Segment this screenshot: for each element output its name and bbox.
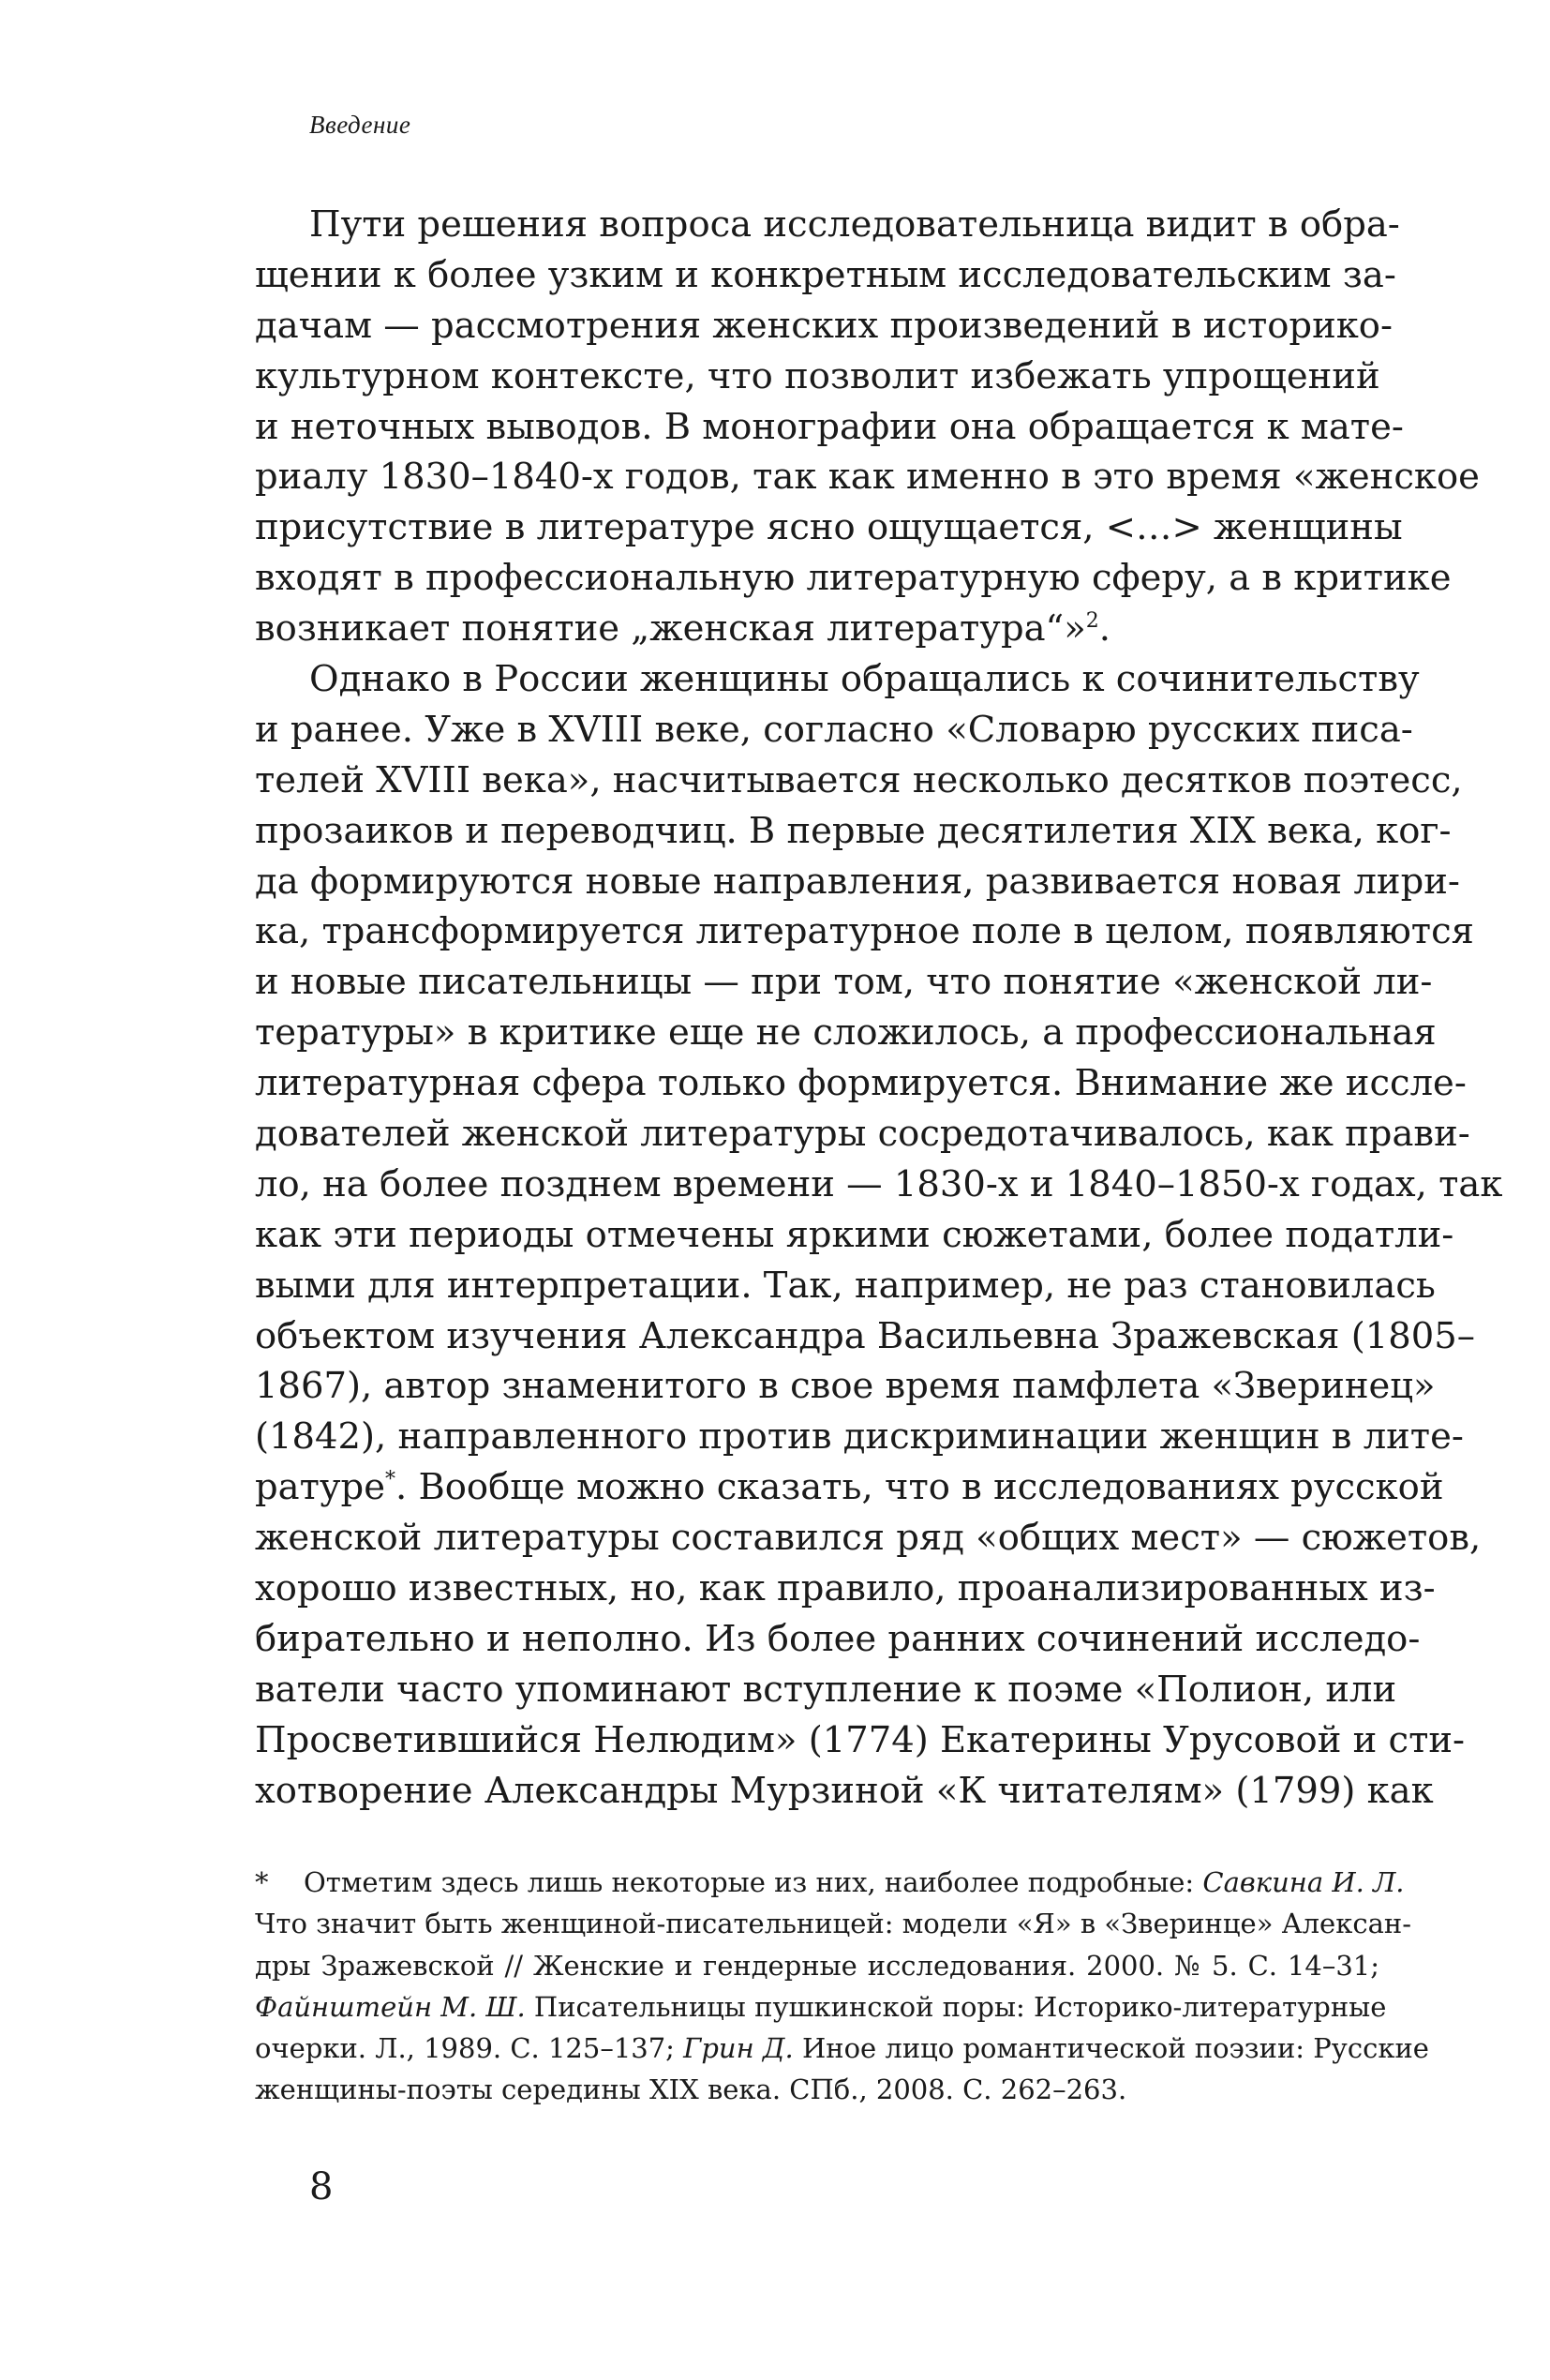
text-line: ка, трансформируется литературное поле в целом, появляются [255,910,1474,953]
text-line: тературы» в критике еще не сложилось, а профессиональная [255,1011,1437,1055]
text-line: щении к более узким и конкретным исследовательским за- [255,253,1396,296]
page-number: 8 [309,2165,334,2208]
running-head: Введение [309,111,411,139]
text-line: входят в профессиональную литературную сферу, а в критике [255,557,1452,600]
text-fragment: . [1098,607,1111,651]
text-line: культурном контексте, что позволит избежать упрощений [255,354,1380,397]
footnote-marker: * [255,1866,269,1898]
text-line: присутствие в литературе ясно ощущается, <…> женщины [255,506,1403,549]
footnote-line [255,1986,1387,2028]
main-text [255,200,1503,1817]
text-fragment: Иное лицо романтической поэзии: Русские [793,2032,1429,2065]
author-name: Савкина И. Л. [1202,1866,1405,1898]
note-reference[interactable]: 2 [1085,609,1099,634]
text-fragment: Отметим здесь лишь некоторые из них, наиболее подробные: [304,1866,1203,1898]
text-fragment: ратуре [255,1466,385,1509]
paragraph-1 [255,200,1480,654]
text-line: Однако в России женщины обращались к сочинительству [309,658,1420,701]
author-name: Файнштейн М. Ш. [255,1990,526,2023]
text-line: 1867), автор знаменитого в свое время памфлета «Зверинец» [255,1365,1436,1408]
text-line: дачам — рассмотрения женских произведений в историко- [255,304,1393,347]
text-fragment: возникает понятие „женская литература“» [255,607,1086,651]
footnote-line [255,1862,1405,1903]
footnote [255,1862,1429,2111]
text-line: телей XVIII века», насчитывается несколько десятков поэтесс, [255,758,1463,801]
footnote-line: Что значит быть женщиной-писательницей: модели «Я» в «Зверинце» Алексан- [255,1908,1411,1940]
text-line: как эти периоды отмечены яркими сюжетами, более податли- [255,1213,1454,1256]
text-line: бирательно и неполно. Из более ранних сочинений исследо- [255,1617,1421,1660]
author-name: Грин Д. [683,2032,794,2065]
text-line: Просветившийся Нелюдим» (1774) Екатерины Урусовой и сти- [255,1718,1466,1761]
text-line: и новые писательницы — при том, что понятие «женской ли- [255,961,1433,1004]
text-line: ло, на более позднем времени — 1830-х и 1840–1850-х годах, так [255,1162,1503,1205]
text-line: ватели часто упоминают вступление к поэме «Полион, или [255,1668,1397,1711]
text-line: дователей женской литературы сосредотачивалось, как прави- [255,1113,1470,1156]
text-line [255,1462,1444,1513]
footnote-reference[interactable]: * [384,1468,395,1492]
text-line: прозаиков и переводчиц. В первые десятилетия XIX века, ког- [255,809,1452,852]
text-line: да формируются новые направления, развивается новая лири- [255,860,1460,903]
text-line: литературная сфера только формируется. Внимание же иссле- [255,1062,1467,1105]
text-line: (1842), направленного против дискриминации женщин в лите- [255,1415,1464,1459]
text-line: хотворение Александры Мурзиной «К читателям» (1799) как [255,1769,1434,1812]
text-fragment: очерки. Л., 1989. С. 125–137; [255,2032,684,2065]
footnote-line [255,2028,1429,2069]
text-line: выми для интерпретации. Так, например, не раз становилась [255,1264,1436,1307]
paragraph-2 [255,654,1503,1816]
footnote-line: дры Зражевской // Женские и гендерные исследования. 2000. № 5. С. 14–31; [255,1949,1379,1982]
text-line: объектом изучения Александра Васильевна Зражевская (1805– [255,1314,1475,1357]
text-line: и ранее. Уже в XVIII веке, согласно «Словарю русских писа- [255,708,1413,751]
text-line: Пути решения вопроса исследовательница видит в обра- [309,203,1400,246]
text-line [255,604,1379,654]
footnote-line: женщины-поэты середины XIX века. СПб., 2008. С. 262–263. [255,2073,1127,2106]
text-fragment: . Вообще можно сказать, что в исследованиях русской [395,1466,1444,1509]
text-fragment: Писательницы пушкинской поры: Историко-литературные [525,1990,1387,2023]
text-line: женской литературы составился ряд «общих мест» — сюжетов, [255,1517,1482,1560]
text-line: и неточных выводов. В монографии она обращается к мате- [255,405,1404,448]
text-line: риалу 1830–1840-х годов, так как именно в это время «женское [255,456,1480,499]
text-line: хорошо известных, но, как правило, проанализированных из- [255,1567,1436,1610]
